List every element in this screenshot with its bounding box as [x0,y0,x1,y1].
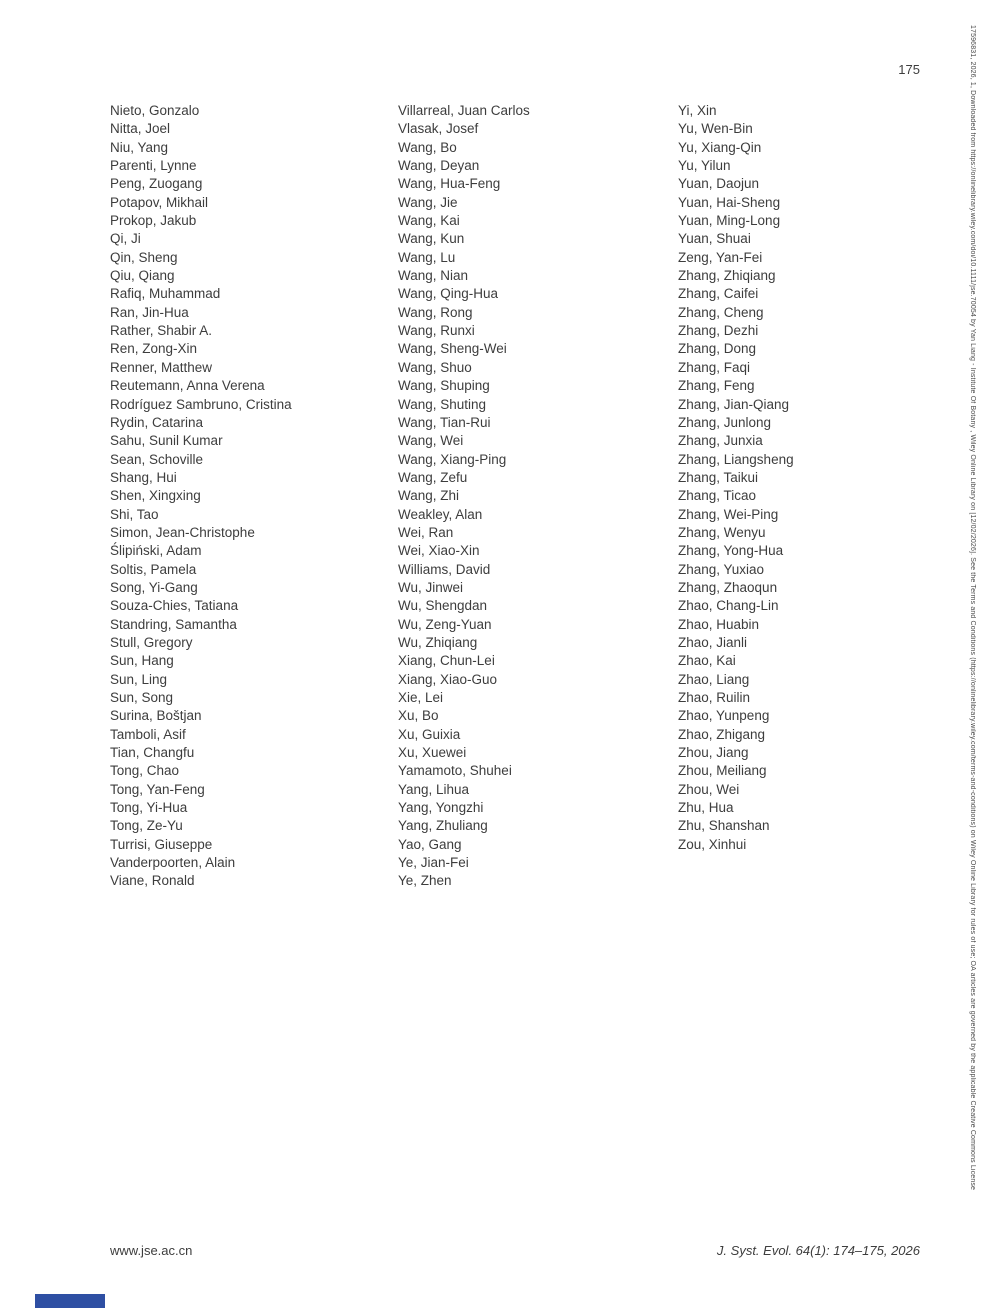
reviewer-name: Wang, Lu [398,249,456,265]
reviewer-name: Zhao, Liang [678,671,750,687]
reviewer-name: Song, Yi-Gang [110,579,198,595]
reviewer-name: Souza-Chies, Tatiana [110,598,239,614]
reviewer-name: Rafiq, Muhammad [110,286,221,302]
reviewer-name: Yu, Xiang-Qin [678,139,762,155]
reviewer-name: Zhou, Meiliang [678,763,767,779]
reviewer-name: Wang, Hua-Feng [398,176,501,192]
reviewer-name: Stull, Gregory [110,634,193,650]
accent-bar [35,1294,105,1308]
reviewer-name: Zhang, Yong-Hua [678,543,784,559]
reviewer-name: Turrisi, Giuseppe [110,836,213,852]
reviewer-name: Qi, Ji [110,231,141,247]
reviewer-name: Wang, Qing-Hua [398,286,499,302]
reviewer-column-2 [398,102,670,891]
reviewer-name: Zhao, Jianli [678,634,748,650]
reviewer-name: Zhou, Jiang [678,745,749,761]
reviewer-name: Zhang, Ticao [678,488,757,504]
reviewer-name: Williams, David [398,561,491,577]
reviewer-name: Wei, Xiao-Xin [398,543,480,559]
reviewer-name: Wang, Zefu [398,469,468,485]
journal-website-url: www.jse.ac.cn [110,1243,193,1258]
reviewer-name: Zhao, Zhigang [678,726,766,742]
reviewer-name: Zhao, Yunpeng [678,708,770,724]
reviewer-name: Yuan, Hai-Sheng [678,194,781,210]
reviewer-name: Vanderpoorten, Alain [110,855,236,871]
reviewer-name: Wu, Shengdan [398,598,488,614]
reviewer-name: Yi, Xin [678,103,717,118]
reviewer-column-1 [110,102,390,891]
reviewer-name: Tong, Ze-Yu [110,818,183,834]
reviewer-name: Zhang, Feng [678,378,755,394]
reviewer-name: Surina, Boštjan [110,708,202,724]
reviewer-name: Peng, Zuogang [110,176,203,192]
reviewer-name: Zhao, Ruilin [678,690,751,705]
reviewer-name: Potapov, Mikhail [110,194,209,210]
reviewer-name: Qin, Sheng [110,249,178,265]
reviewer-name: Zhang, Yuxiao [678,561,765,577]
reviewer-name: Zhang, Wenyu [678,524,766,540]
reviewer-name: Wang, Tian-Rui [398,414,491,430]
reviewer-name: Wei, Ran [398,524,454,540]
reviewer-name: Zeng, Yan-Fei [678,249,763,265]
reviewer-name: Sun, Ling [110,671,168,687]
reviewer-name: Ren, Zong-Xin [110,341,198,357]
reviewer-name: Wang, Rong [398,304,473,320]
reviewer-name: Yuan, Ming-Long [678,213,781,229]
reviewer-name: Wang, Jie [398,194,458,210]
reviewer-name: Sahu, Sunil Kumar [110,433,223,449]
reviewer-name: Tamboli, Asif [110,726,186,742]
reviewer-name: Vlasak, Josef [398,121,479,137]
page-number: 175 [898,62,920,77]
reviewer-name: Xiang, Chun-Lei [398,653,495,669]
reviewer-name: Shen, Xingxing [110,488,201,504]
reviewer-name: Wang, Shuting [398,396,487,412]
reviewer-name: Wu, Zhiqiang [398,634,478,650]
reviewer-name: Prokop, Jakub [110,213,197,229]
reviewer-name: Zhang, Jian-Qiang [678,396,790,412]
reviewer-name: Renner, Matthew [110,359,213,375]
reviewer-name: Xu, Guixia [398,726,461,742]
reviewer-name: Nieto, Gonzalo [110,103,200,118]
reviewer-name: Xu, Bo [398,708,439,724]
reviewer-name: Simon, Jean-Christophe [110,524,255,540]
reviewer-name: Wang, Sheng-Wei [398,341,507,357]
reviewer-name: Xie, Lei [398,690,444,705]
reviewer-name: Zhang, Cheng [678,304,764,320]
reviewer-name: Zhang, Liangsheng [678,451,794,467]
reviewer-name: Tong, Yan-Feng [110,781,205,797]
reviewer-name: Nitta, Joel [110,121,171,137]
reviewer-name: Sean, Schoville [110,451,204,467]
reviewer-name: Wu, Jinwei [398,579,464,595]
reviewer-name: Yao, Gang [398,836,462,852]
reviewer-name: Zhang, Zhiqiang [678,268,776,284]
reviewer-name: Wang, Bo [398,139,457,155]
reviewer-name: Zhao, Chang-Lin [678,598,779,614]
reviewer-name: Sun, Hang [110,653,174,669]
reviewer-name: Yu, Yilun [678,158,731,174]
reviewer-name: Wang, Kai [398,213,460,229]
reviewer-name: Zhang, Taikui [678,469,759,485]
journal-citation: J. Syst. Evol. 64(1): 174–175, 2026 [716,1243,920,1258]
reviewer-name: Xu, Xuewei [398,745,467,761]
reviewer-name: Wang, Kun [398,231,465,247]
reviewer-name: Sun, Song [110,690,174,705]
reviewer-name: Zhao, Huabin [678,616,760,632]
reviewer-name: Tong, Yi-Hua [110,800,188,816]
reviewer-name: Soltis, Pamela [110,561,197,577]
reviewer-name: Yu, Wen-Bin [678,121,753,137]
reviewer-name: Wang, Wei [398,433,464,449]
reviewer-name: Zhang, Dong [678,341,757,357]
reviewer-name: Wang, Shuping [398,378,490,394]
reviewer-name: Zhang, Caifei [678,286,759,302]
reviewer-name: Tong, Chao [110,763,180,779]
reviewer-name: Rather, Shabir A. [110,323,213,339]
reviewer-name: Yang, Zhuliang [398,818,488,834]
reviewer-name: Weakley, Alan [398,506,483,522]
reviewer-name: Zhang, Dezhi [678,323,759,339]
reviewer-name: Xiang, Xiao-Guo [398,671,498,687]
reviewer-name: Wu, Zeng-Yuan [398,616,492,632]
reviewer-name: Yang, Lihua [398,781,470,797]
reviewer-name: Wang, Zhi [398,488,460,504]
reviewer-name: Niu, Yang [110,139,169,155]
reviewer-name: Zhu, Shanshan [678,818,770,834]
reviewer-name: Wang, Shuo [398,359,472,375]
reviewer-name: Zhang, Faqi [678,359,751,375]
reviewer-name: Wang, Deyan [398,158,480,174]
reviewer-name: Wang, Runxi [398,323,475,339]
reviewer-column-3 [678,102,920,854]
reviewer-name: Zhang, Zhaoqun [678,579,778,595]
reviewer-name: Zhang, Junlong [678,414,772,430]
reviewer-name: Yang, Yongzhi [398,800,484,816]
reviewer-name: Villarreal, Juan Carlos [398,103,530,118]
reviewer-name: Rodríguez Sambruno, Cristina [110,396,292,412]
reviewer-name: Zhou, Wei [678,781,740,797]
wiley-download-watermark: 17596831, 2026, 1, Downloaded from https://onlinelibrary.wiley.com/doi/10.1111/jse.70054 by Yan Liang - Institute Of Botany , Wiley Online Library on [12/02/2026]. See the Terms and Conditions (https://onlinelibrary.wiley.com/terms-and-conditions) on Wiley Online Library for rules of use; OA articles are governed by the applicable Creative Commons License [969,25,976,1191]
reviewer-name: Shi, Tao [110,506,159,522]
reviewer-name: Ye, Jian-Fei [398,855,469,871]
reviewer-name: Ye, Zhen [398,873,452,889]
reviewer-name: Shang, Hui [110,469,177,485]
reviewer-name: Standring, Samantha [110,616,237,632]
reviewer-name: Ślipiński, Adam [110,543,202,559]
reviewer-name: Zhao, Kai [678,653,736,669]
reviewer-name: Zhu, Hua [678,800,734,816]
reviewer-name: Zhang, Wei-Ping [678,506,779,522]
reviewer-name: Ran, Jin-Hua [110,304,189,320]
reviewer-name: Yuan, Shuai [678,231,751,247]
reviewer-name: Viane, Ronald [110,873,195,889]
reviewer-name: Wang, Xiang-Ping [398,451,507,467]
reviewer-name: Rydin, Catarina [110,414,204,430]
reviewer-name: Zou, Xinhui [678,836,747,852]
reviewer-name: Parenti, Lynne [110,158,197,174]
reviewer-name: Yuan, Daojun [678,176,760,192]
reviewer-name: Zhang, Junxia [678,433,763,449]
reviewer-name: Yamamoto, Shuhei [398,763,512,779]
reviewer-name: Tian, Changfu [110,745,195,761]
reviewer-name: Wang, Nian [398,268,469,284]
reviewer-name: Qiu, Qiang [110,268,175,284]
reviewer-name: Reutemann, Anna Verena [110,378,265,394]
